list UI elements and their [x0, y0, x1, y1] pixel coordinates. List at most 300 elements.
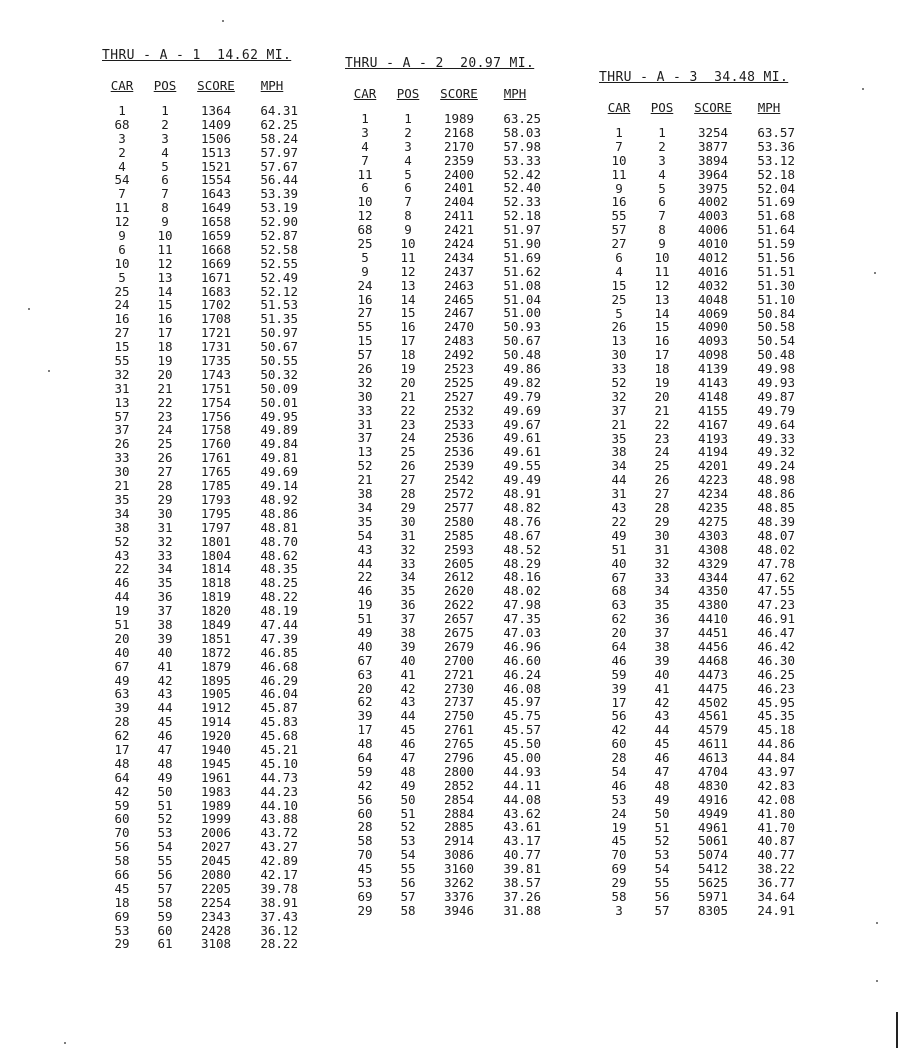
score: 2542	[443, 472, 475, 488]
score: 4949	[697, 805, 729, 821]
mph: 57.67	[260, 158, 298, 174]
table-row	[343, 431, 545, 445]
leg-a2-title: THRU - A - 2 20.97 MI.	[345, 56, 535, 71]
mph: 38.57	[503, 874, 541, 890]
mph: 49.98	[757, 361, 795, 377]
table-row	[100, 201, 302, 215]
score: 4006	[697, 222, 729, 238]
table-row	[100, 479, 302, 493]
car-number: 56	[114, 839, 130, 855]
score: 1795	[200, 505, 232, 521]
car-number: 17	[611, 694, 627, 710]
mph: 51.97	[503, 222, 541, 238]
car-number: 10	[611, 152, 627, 168]
mph: 50.84	[757, 305, 795, 321]
score: 2737	[443, 694, 475, 710]
score: 2914	[443, 833, 475, 849]
position: 53	[400, 833, 416, 849]
score: 1801	[200, 533, 232, 549]
table-row	[343, 334, 545, 348]
table-row	[343, 154, 545, 168]
table-row	[100, 549, 302, 563]
car-number: 67	[611, 569, 627, 585]
position: 49	[400, 777, 416, 793]
mph: 48.85	[757, 500, 795, 516]
position: 46	[400, 736, 416, 752]
score: 1760	[200, 436, 232, 452]
mph: 50.48	[503, 347, 541, 363]
mph: 48.22	[260, 589, 298, 605]
position: 20	[654, 388, 670, 404]
score: 1879	[200, 658, 232, 674]
car-number: 10	[357, 194, 373, 210]
position: 25	[157, 436, 173, 452]
mph: 52.18	[503, 208, 541, 224]
car-number: 38	[611, 444, 627, 460]
mph: 49.84	[260, 436, 298, 452]
mph: 50.01	[260, 394, 298, 410]
table-row	[343, 695, 545, 709]
table-row	[100, 118, 302, 132]
table-row	[100, 632, 302, 646]
table-row	[597, 834, 799, 848]
mph: 47.35	[503, 611, 541, 627]
car-number: 27	[114, 325, 130, 341]
mph: 50.48	[757, 347, 795, 363]
car-number: 3	[615, 902, 623, 918]
mph: 36.77	[757, 875, 795, 891]
car-number: 11	[357, 166, 373, 182]
position: 50	[157, 783, 173, 799]
page-edge-mark	[896, 1012, 898, 1048]
table-row	[343, 723, 545, 737]
score: 2483	[443, 333, 475, 349]
car-number: 25	[611, 291, 627, 307]
position: 35	[654, 597, 670, 613]
mph: 42.08	[757, 791, 795, 807]
mph: 43.17	[503, 833, 541, 849]
table-row	[100, 715, 302, 729]
position: 49	[157, 769, 173, 785]
score: 1999	[200, 811, 232, 827]
car-number: 28	[357, 819, 373, 835]
mph: 56.44	[260, 172, 298, 188]
table-row	[343, 570, 545, 584]
score: 3254	[697, 125, 729, 140]
table-row	[343, 557, 545, 571]
table-row	[597, 584, 799, 598]
table-row	[343, 765, 545, 779]
table-row	[343, 390, 545, 404]
mph: 47.78	[757, 555, 795, 571]
car-number: 16	[611, 194, 627, 210]
col-pos-header: POS	[153, 78, 177, 93]
mph: 48.16	[503, 569, 541, 585]
col-score-header: SCORE	[440, 86, 478, 101]
mph: 53.12	[757, 152, 795, 168]
table-row	[597, 182, 799, 196]
car-number: 35	[114, 491, 130, 507]
mph: 31.88	[503, 902, 541, 918]
table-row	[343, 501, 545, 515]
position: 18	[157, 339, 173, 355]
position: 11	[400, 249, 416, 265]
table-row	[343, 793, 545, 807]
mph: 62.25	[260, 116, 298, 132]
position: 7	[161, 186, 169, 202]
car-number: 18	[114, 894, 130, 910]
position: 5	[658, 180, 666, 196]
position: 34	[400, 569, 416, 585]
car-number: 32	[114, 366, 130, 382]
table-row	[597, 126, 799, 140]
score: 2884	[443, 805, 475, 821]
table-row	[597, 265, 799, 279]
car-number: 43	[114, 547, 130, 563]
score: 2045	[200, 853, 232, 869]
mph: 49.81	[260, 450, 298, 466]
mph: 36.12	[260, 922, 298, 938]
car-number: 37	[357, 430, 373, 446]
mph: 48.62	[260, 547, 298, 563]
position: 23	[654, 430, 670, 446]
score: 4193	[697, 430, 729, 446]
score: 2675	[443, 624, 475, 640]
position: 39	[400, 638, 416, 654]
position: 36	[400, 597, 416, 613]
table-row	[343, 209, 545, 223]
score: 2525	[443, 374, 475, 390]
mph: 46.68	[260, 658, 298, 674]
position: 52	[654, 833, 670, 849]
score: 3946	[443, 902, 475, 918]
score: 1814	[200, 561, 232, 577]
position: 18	[654, 361, 670, 377]
mph: 47.03	[503, 624, 541, 640]
car-number: 58	[611, 888, 627, 904]
position: 44	[654, 722, 670, 738]
position: 26	[400, 458, 416, 474]
mph: 41.80	[757, 805, 795, 821]
leg-a1-rows	[100, 104, 302, 951]
position: 45	[157, 714, 173, 730]
col-car-header: CAR	[353, 86, 377, 101]
position: 57	[654, 902, 670, 918]
position: 4	[658, 166, 666, 182]
mph: 48.70	[260, 533, 298, 549]
score: 4012	[697, 250, 729, 266]
position: 31	[400, 527, 416, 543]
mph: 46.29	[260, 672, 298, 688]
position: 5	[161, 158, 169, 174]
car-number: 24	[357, 277, 373, 293]
score: 4961	[697, 819, 729, 835]
car-number: 53	[357, 874, 373, 890]
position: 20	[400, 374, 416, 390]
car-number: 58	[114, 853, 130, 869]
score: 4010	[697, 236, 729, 252]
position: 18	[400, 347, 416, 363]
car-number: 69	[357, 888, 373, 904]
position: 8	[658, 222, 666, 238]
leg-a2-rows	[343, 112, 545, 918]
mph: 48.25	[260, 575, 298, 591]
mph: 51.59	[757, 236, 795, 252]
car-number: 1	[118, 103, 126, 118]
mph: 44.08	[503, 791, 541, 807]
mph: 49.61	[503, 430, 541, 446]
position: 60	[157, 922, 173, 938]
score: 2404	[443, 194, 475, 210]
score: 2168	[443, 124, 475, 140]
mph: 24.91	[757, 902, 795, 918]
position: 26	[654, 472, 670, 488]
position: 6	[161, 172, 169, 188]
car-number: 5	[361, 249, 369, 265]
table-row	[100, 868, 302, 882]
mph: 28.22	[260, 936, 298, 952]
table-row	[100, 687, 302, 701]
score: 5061	[697, 833, 729, 849]
position: 38	[400, 624, 416, 640]
mph: 57.97	[260, 144, 298, 160]
table-row	[100, 257, 302, 271]
position: 58	[157, 894, 173, 910]
table-row	[100, 757, 302, 771]
table-row	[597, 793, 799, 807]
score: 1708	[200, 311, 232, 327]
position: 19	[400, 361, 416, 377]
score: 2359	[443, 152, 475, 168]
table-row	[597, 376, 799, 390]
score: 3975	[697, 180, 729, 196]
score: 1989	[200, 797, 232, 813]
mph: 45.75	[503, 708, 541, 724]
table-row	[100, 368, 302, 382]
score: 2796	[443, 749, 475, 765]
table-row	[100, 160, 302, 174]
car-number: 68	[114, 116, 130, 132]
col-score-header: SCORE	[694, 100, 732, 115]
car-number: 52	[114, 533, 130, 549]
mph: 53.19	[260, 200, 298, 216]
table-row	[343, 737, 545, 751]
table-row	[343, 668, 545, 682]
score: 2539	[443, 458, 475, 474]
table-row	[100, 396, 302, 410]
car-number: 9	[615, 180, 623, 196]
table-row	[343, 140, 545, 154]
position: 53	[654, 847, 670, 863]
leg-a1-title: THRU - A - 1 14.62 MI.	[102, 48, 292, 63]
car-number: 48	[357, 736, 373, 752]
score: 1554	[200, 172, 232, 188]
car-number: 70	[357, 847, 373, 863]
mph: 43.27	[260, 839, 298, 855]
car-number: 34	[611, 458, 627, 474]
position: 2	[404, 124, 412, 140]
car-number: 27	[357, 305, 373, 321]
score: 4475	[697, 680, 729, 696]
position: 40	[157, 644, 173, 660]
car-number: 52	[611, 375, 627, 391]
mph: 51.69	[503, 249, 541, 265]
position: 29	[654, 513, 670, 529]
position: 19	[654, 375, 670, 391]
position: 14	[400, 291, 416, 307]
car-number: 26	[114, 436, 130, 452]
table-row	[100, 354, 302, 368]
car-number: 1	[615, 125, 623, 140]
mph: 49.86	[503, 361, 541, 377]
table-row	[100, 660, 302, 674]
car-number: 25	[357, 236, 373, 252]
mph: 44.86	[757, 736, 795, 752]
table-row	[597, 654, 799, 668]
position: 32	[654, 555, 670, 571]
table-row	[100, 812, 302, 826]
car-number: 22	[357, 569, 373, 585]
table-row	[597, 307, 799, 321]
position: 37	[654, 625, 670, 641]
mph: 49.55	[503, 458, 541, 474]
mph: 45.35	[757, 708, 795, 724]
score: 1668	[200, 241, 232, 257]
position: 3	[404, 138, 412, 154]
scan-speck	[862, 88, 864, 90]
car-number: 40	[357, 638, 373, 654]
car-number: 62	[611, 611, 627, 627]
mph: 44.73	[260, 769, 298, 785]
car-number: 37	[611, 402, 627, 418]
score: 2620	[443, 583, 475, 599]
position: 42	[654, 694, 670, 710]
score: 4308	[697, 541, 729, 557]
table-row	[343, 265, 545, 279]
position: 16	[400, 319, 416, 335]
car-number: 12	[357, 208, 373, 224]
table-row	[343, 418, 545, 432]
car-number: 21	[611, 416, 627, 432]
car-number: 32	[611, 388, 627, 404]
table-row	[100, 771, 302, 785]
score: 4611	[697, 736, 729, 752]
car-number: 5	[615, 305, 623, 321]
mph: 52.90	[260, 214, 298, 230]
position: 54	[157, 839, 173, 855]
position: 41	[400, 666, 416, 682]
mph: 45.10	[260, 755, 298, 771]
mph: 45.97	[503, 694, 541, 710]
table-row	[100, 215, 302, 229]
table-row	[343, 473, 545, 487]
car-number: 53	[611, 791, 627, 807]
score: 1912	[200, 700, 232, 716]
score: 2800	[443, 763, 475, 779]
car-number: 40	[611, 555, 627, 571]
score: 4916	[697, 791, 729, 807]
car-number: 27	[611, 236, 627, 252]
mph: 48.98	[757, 472, 795, 488]
score: 1940	[200, 741, 232, 757]
mph: 46.42	[757, 638, 795, 654]
score: 1735	[200, 353, 232, 369]
car-number: 28	[611, 750, 627, 766]
position: 54	[400, 847, 416, 863]
table-row	[100, 701, 302, 715]
mph: 38.22	[757, 861, 795, 877]
position: 52	[157, 811, 173, 827]
table-row	[597, 279, 799, 293]
car-number: 24	[611, 805, 627, 821]
mph: 48.02	[757, 541, 795, 557]
table-row	[597, 473, 799, 487]
mph: 38.91	[260, 894, 298, 910]
score: 1761	[200, 450, 232, 466]
position: 34	[157, 561, 173, 577]
table-row	[100, 410, 302, 424]
score: 4002	[697, 194, 729, 210]
score: 4016	[697, 263, 729, 279]
score: 1683	[200, 283, 232, 299]
mph: 47.62	[757, 569, 795, 585]
position: 25	[654, 458, 670, 474]
table-row	[343, 807, 545, 821]
mph: 46.85	[260, 644, 298, 660]
score: 3877	[697, 138, 729, 154]
score: 1658	[200, 214, 232, 230]
position: 58	[400, 902, 416, 918]
position: 43	[400, 694, 416, 710]
leg-a3-title: THRU - A - 3 34.48 MI.	[599, 70, 789, 85]
score: 4468	[697, 652, 729, 668]
position: 3	[658, 152, 666, 168]
table-row	[597, 320, 799, 334]
mph: 49.64	[757, 416, 795, 432]
position: 2	[658, 138, 666, 154]
mph: 46.24	[503, 666, 541, 682]
score: 1364	[200, 103, 232, 118]
position: 57	[400, 888, 416, 904]
position: 59	[157, 908, 173, 924]
col-car-header: CAR	[607, 100, 631, 115]
mph: 45.50	[503, 736, 541, 752]
car-number: 54	[114, 172, 130, 188]
score: 4303	[697, 527, 729, 543]
position: 19	[157, 353, 173, 369]
mph: 48.19	[260, 603, 298, 619]
table-row	[343, 195, 545, 209]
car-number: 32	[357, 374, 373, 390]
score: 1849	[200, 616, 232, 632]
table-row	[343, 376, 545, 390]
car-number: 43	[611, 500, 627, 516]
table-row	[343, 682, 545, 696]
car-number: 59	[611, 666, 627, 682]
car-number: 9	[361, 263, 369, 279]
car-number: 39	[114, 700, 130, 716]
mph: 52.42	[503, 166, 541, 182]
table-row	[343, 640, 545, 654]
position: 30	[400, 513, 416, 529]
score: 2536	[443, 430, 475, 446]
score: 1671	[200, 269, 232, 285]
mph: 48.86	[757, 486, 795, 502]
position: 33	[157, 547, 173, 563]
position: 51	[157, 797, 173, 813]
score: 2424	[443, 236, 475, 252]
position: 35	[157, 575, 173, 591]
